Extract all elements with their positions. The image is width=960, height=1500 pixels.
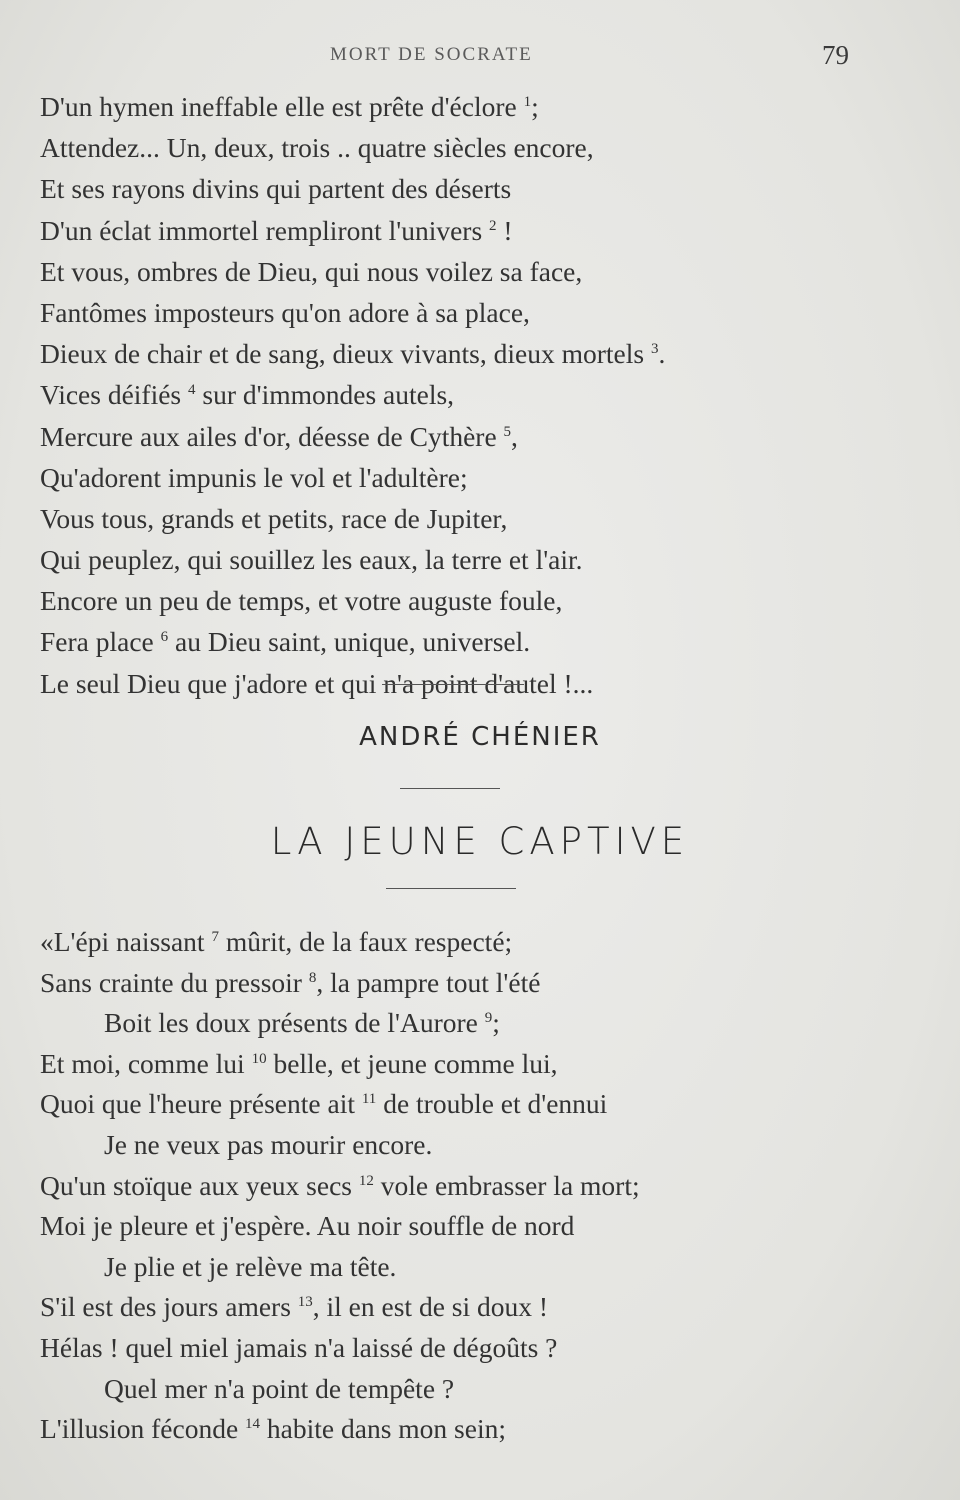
verse-text: Je ne veux pas mourir encore.: [104, 1128, 433, 1160]
verse-line: [40, 168, 920, 209]
verse-line: [40, 1044, 920, 1085]
verse-text: Mercure aux ailes d'or, déesse de Cythère: [40, 420, 504, 452]
page-number: 79: [822, 40, 849, 70]
verse-text: «L'épi naissant: [40, 926, 212, 957]
title-rule-top: [400, 788, 500, 789]
verse-line: [40, 498, 920, 539]
verse-line: [40, 1125, 920, 1166]
poem-title: LA JEUNE CAPTIVE: [270, 820, 690, 863]
verse-line: [40, 580, 920, 621]
verse-text-continued: vole embrasser la mort;: [373, 1169, 640, 1201]
footnote-marker: 4: [188, 382, 196, 399]
verse-text: Sans crainte du pressoir: [40, 966, 309, 998]
footnote-marker: 9: [484, 1010, 493, 1027]
verse-line: [40, 539, 920, 580]
verse-text: Quoi que l'heure présente ait: [40, 1088, 362, 1120]
footnote-marker: 12: [358, 1172, 374, 1189]
verse-line: [40, 127, 920, 168]
verse-text-continued: !: [496, 214, 513, 246]
verse-line: [40, 621, 920, 662]
verse-text: Dieux de chair et de sang, dieux vivants, dieux mortels: [40, 338, 651, 370]
verse-text: Le seul Dieu que j'adore et qui n'a point d'autel !...: [40, 667, 594, 699]
verse-text-continued: ;: [531, 91, 539, 122]
verse-line: [40, 1409, 920, 1450]
verse-line: [40, 1369, 920, 1410]
footnote-marker: 7: [211, 928, 219, 945]
verse-line: [40, 922, 920, 963]
running-head: [0, 40, 960, 70]
verse-text-continued: habite dans mon sein;: [260, 1413, 506, 1445]
verse-text: S'il est des jours amers: [40, 1291, 298, 1323]
verse-line: [40, 1328, 920, 1369]
verse-text: Encore un peu de temps, et votre auguste foule,: [40, 585, 563, 617]
verse-text-continued: ;: [492, 1007, 500, 1039]
section-divider: [382, 684, 524, 685]
verse-text: Fera place: [40, 626, 161, 658]
verse-line: [40, 457, 920, 498]
running-title: MORT DE SOCRATE: [330, 44, 533, 65]
verse-text-continued: ,: [511, 420, 518, 452]
verse-text: Et vous, ombres de Dieu, qui nous voilez sa face,: [40, 255, 583, 287]
verse-line: [40, 963, 920, 1004]
title-rule-bottom: [386, 888, 516, 889]
verse-text: Et moi, comme lui: [40, 1047, 252, 1079]
author-name: ANDRÉ CHÉNIER: [359, 722, 601, 752]
verse-text: Boit les doux présents de l'Aurore: [104, 1007, 485, 1039]
footnote-marker: 3: [650, 340, 659, 357]
verse-text-continued: de trouble et d'ennui: [376, 1088, 608, 1120]
verse-line: [40, 374, 920, 415]
footnote-marker: 11: [361, 1091, 377, 1108]
verse-text-continued: sur d'immondes autels,: [195, 379, 455, 411]
verse-text: Qui peuplez, qui souillez les eaux, la terre et l'air.: [40, 544, 583, 576]
verse-line: [40, 210, 920, 251]
verse-text: D'un hymen ineffable elle est prête d'éclore: [40, 91, 524, 122]
verse-line: [40, 1206, 920, 1247]
footnote-marker: 10: [251, 1050, 267, 1067]
verse-text: Fantômes imposteurs qu'on adore à sa place,: [40, 296, 530, 328]
poem-stanza-captive: [40, 922, 920, 1450]
verse-text-continued: , la pampre tout l'été: [316, 966, 541, 998]
footnote-marker: 14: [245, 1415, 261, 1432]
verse-line: [40, 333, 920, 374]
verse-text: Vices déifiés: [40, 379, 189, 411]
verse-line: [40, 292, 920, 333]
verse-line: [40, 251, 920, 292]
verse-text-continued: .: [658, 338, 666, 370]
footnote-marker: 1: [523, 93, 532, 110]
verse-line: [40, 1247, 920, 1288]
footnote-marker: 5: [503, 423, 512, 440]
poem-stanza-socrate: [40, 86, 920, 704]
verse-text: Qu'un stoïque aux yeux secs: [40, 1169, 359, 1201]
verse-text-continued: au Dieu saint, unique, universel.: [168, 626, 531, 658]
verse-text: Et ses rayons divins qui partent des déserts: [40, 173, 512, 205]
verse-line: [40, 1084, 920, 1125]
footnote-marker: 13: [297, 1294, 313, 1311]
verse-text: Hélas ! quel miel jamais n'a laissé de dégoûts ?: [40, 1331, 558, 1363]
verse-text: L'illusion féconde: [40, 1413, 246, 1445]
footnote-marker: 8: [308, 969, 317, 986]
verse-text: Attendez... Un, deux, trois .. quatre siècles encore,: [40, 132, 594, 164]
footnote-marker: 2: [489, 217, 497, 234]
verse-text: Vous tous, grands et petits, race de Jupiter,: [40, 502, 508, 534]
footnote-marker: 6: [160, 629, 169, 646]
verse-text: Qu'adorent impunis le vol et l'adultère;: [40, 461, 468, 493]
verse-line: [40, 1287, 920, 1328]
verse-line: [40, 416, 920, 457]
verse-text: Quel mer n'a point de tempête ?: [104, 1372, 455, 1404]
verse-text-continued: mûrit, de la faux respecté;: [218, 926, 513, 957]
verse-text: Moi je pleure et j'espère. Au noir souffle de nord: [40, 1210, 575, 1242]
verse-text: Je plie et je relève ma tête.: [104, 1250, 397, 1282]
verse-text-continued: , il en est de si doux !: [312, 1291, 549, 1323]
verse-line: [40, 1003, 920, 1044]
verse-line: [40, 86, 920, 127]
verse-line: [40, 1166, 920, 1207]
verse-text-continued: belle, et jeune comme lui,: [266, 1047, 558, 1079]
verse-text: D'un éclat immortel rempliront l'univers: [40, 214, 490, 246]
